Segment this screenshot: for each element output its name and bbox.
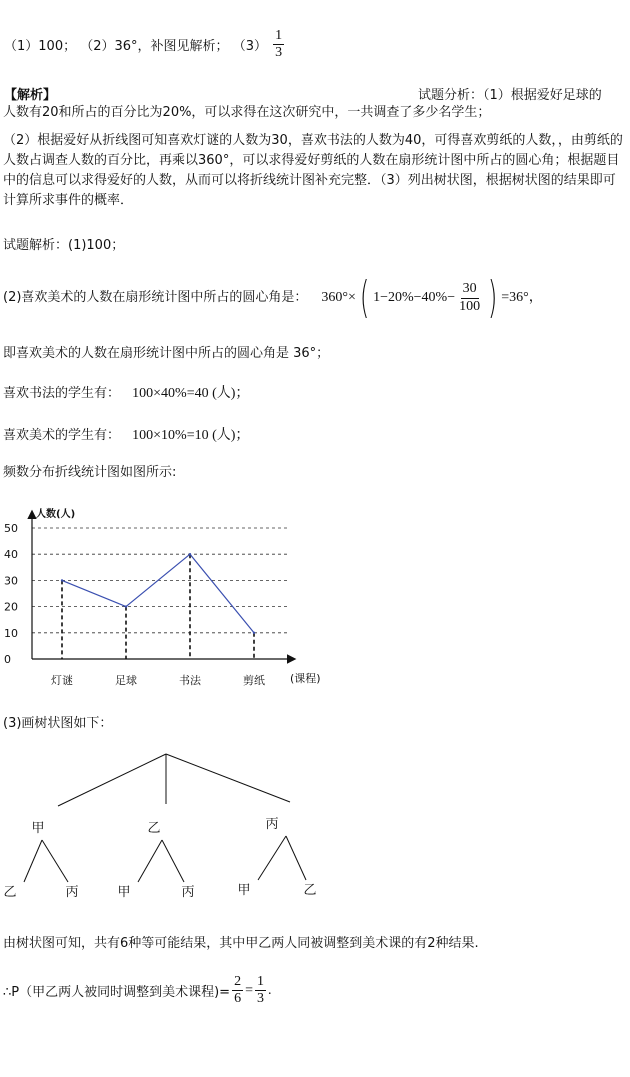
tree-branch bbox=[58, 754, 166, 806]
prob-fraction-2 bbox=[255, 974, 266, 1007]
step2-frac-num: 30 bbox=[461, 281, 479, 298]
step2-conclusion: 即喜欢美术的人数在扇形统计图中所占的圆心角是 36°； bbox=[3, 346, 330, 361]
calligraphy-expr: 100×40%=40 (人)； bbox=[132, 386, 250, 401]
tree-branch bbox=[138, 840, 162, 882]
x-tick-label: 剪纸 bbox=[243, 674, 265, 687]
y-tick-label: 10 bbox=[4, 626, 18, 640]
x-axis-label: (课程) bbox=[290, 672, 321, 685]
tree-branch bbox=[166, 754, 290, 802]
tree-diagram bbox=[0, 748, 360, 908]
paren-right: ) bbox=[487, 272, 498, 323]
data-point bbox=[125, 605, 127, 607]
analysis-line1-right: 试题分析：（1）根据爱好足球的 bbox=[418, 88, 602, 103]
answer-fraction bbox=[273, 28, 284, 61]
prob-fraction-1 bbox=[232, 974, 243, 1007]
x-tick-label: 灯谜 bbox=[51, 674, 73, 687]
tree-node-level2: 甲 bbox=[117, 885, 131, 900]
answer-part2: （2）36°，补图见解析； bbox=[80, 39, 229, 55]
x-tick-label: 足球 bbox=[115, 674, 137, 687]
answer-part1: （1）100； bbox=[4, 39, 77, 55]
art-label: 喜欢美术的学生有： bbox=[3, 428, 121, 443]
chart-caption: 频数分布折线统计图如图所示: bbox=[3, 465, 177, 480]
paren-left: ( bbox=[359, 272, 370, 323]
probability-prefix: ∴P（甲乙两人被同时调整到美术课程)= bbox=[3, 985, 231, 1001]
tree-node-level2: 乙 bbox=[3, 885, 17, 900]
solution-step2 bbox=[3, 272, 543, 323]
tree-branch bbox=[286, 836, 306, 880]
prob-end: . bbox=[267, 982, 272, 998]
step2-fraction bbox=[457, 281, 482, 314]
prob-den-2: 3 bbox=[256, 991, 264, 1007]
tree-node-level1: 甲 bbox=[31, 821, 45, 836]
y-tick-label: 0 bbox=[4, 653, 11, 666]
y-tick-label: 40 bbox=[4, 548, 18, 562]
tree-node-level1: 乙 bbox=[147, 821, 161, 836]
answer-line bbox=[4, 30, 286, 63]
calligraphy-label: 喜欢书法的学生有： bbox=[3, 386, 121, 401]
data-point bbox=[61, 579, 63, 581]
step2-frac-den: 100 bbox=[459, 298, 481, 314]
y-tick-label: 50 bbox=[4, 522, 18, 535]
analysis-line2: 人数有20和所占的百分比为20%，可以求得在这次研究中，一共调查了多少名学生； bbox=[3, 105, 491, 120]
tree-conclusion: 由树状图可知，共有6种等可能结果，其中甲乙两人同被调整到美术课的有2种结果. bbox=[3, 936, 479, 951]
data-point bbox=[189, 553, 191, 555]
tree-caption: (3)画树状图如下： bbox=[3, 716, 113, 731]
line-chart bbox=[0, 500, 340, 700]
tree-branch bbox=[42, 840, 68, 882]
step2-expr-inner: 1−20%−40%− bbox=[373, 290, 456, 305]
step2-expr-pre: 360°× bbox=[321, 290, 356, 305]
calligraphy-line bbox=[3, 382, 249, 402]
prob-num-2: 1 bbox=[255, 974, 266, 991]
prob-den-1: 6 bbox=[234, 991, 242, 1007]
analysis-paragraph2: （2）根据爱好从折线图可知喜欢灯谜的人数为30，喜欢书法的人数为40，可得喜欢剪纸的人数，，由剪纸的人数占调查人数的百分比，再乘以360°，可以求得爱好剪纸的人数在扇形统计图中所占的圆心角；根据题目中的信息可以求得爱好的人数，从而可以将折线统计图补充完整．（3）列出树状图，根据树状图的结果即可计算所求事件的概率． bbox=[3, 133, 623, 208]
prob-num-1: 2 bbox=[232, 974, 243, 991]
prob-equals: = bbox=[245, 982, 253, 998]
probability-line bbox=[3, 974, 271, 1007]
fraction-numerator: 1 bbox=[273, 28, 284, 45]
tree-node-level2: 乙 bbox=[303, 883, 317, 898]
x-tick-label: 书法 bbox=[179, 674, 201, 687]
series-line bbox=[62, 554, 254, 633]
y-tick-label: 30 bbox=[4, 574, 18, 588]
step2-label: (2)喜欢美术的人数在扇形统计图中所占的圆心角是： bbox=[3, 290, 308, 305]
art-expr: 100×10%=10 (人)； bbox=[132, 428, 250, 443]
y-axis-label: 人数(人) bbox=[36, 509, 76, 520]
y-tick-label: 20 bbox=[4, 600, 18, 614]
tree-branch bbox=[24, 840, 42, 882]
solution-intro: 试题解析：(1)100； bbox=[3, 238, 125, 253]
data-point bbox=[253, 632, 255, 634]
step2-expr-post: =36°， bbox=[501, 290, 543, 305]
tree-node-level2: 丙 bbox=[181, 885, 195, 900]
tree-branch bbox=[258, 836, 286, 880]
answer-part3: （3） bbox=[232, 39, 267, 55]
tree-branch bbox=[162, 840, 184, 882]
tree-node-level2: 甲 bbox=[237, 883, 251, 898]
tree-node-level1: 丙 bbox=[265, 817, 279, 832]
analysis-heading: 【解析】 bbox=[4, 88, 57, 103]
tree-node-level2: 丙 bbox=[65, 885, 79, 900]
art-line bbox=[3, 424, 249, 444]
fraction-denominator: 3 bbox=[275, 45, 283, 61]
